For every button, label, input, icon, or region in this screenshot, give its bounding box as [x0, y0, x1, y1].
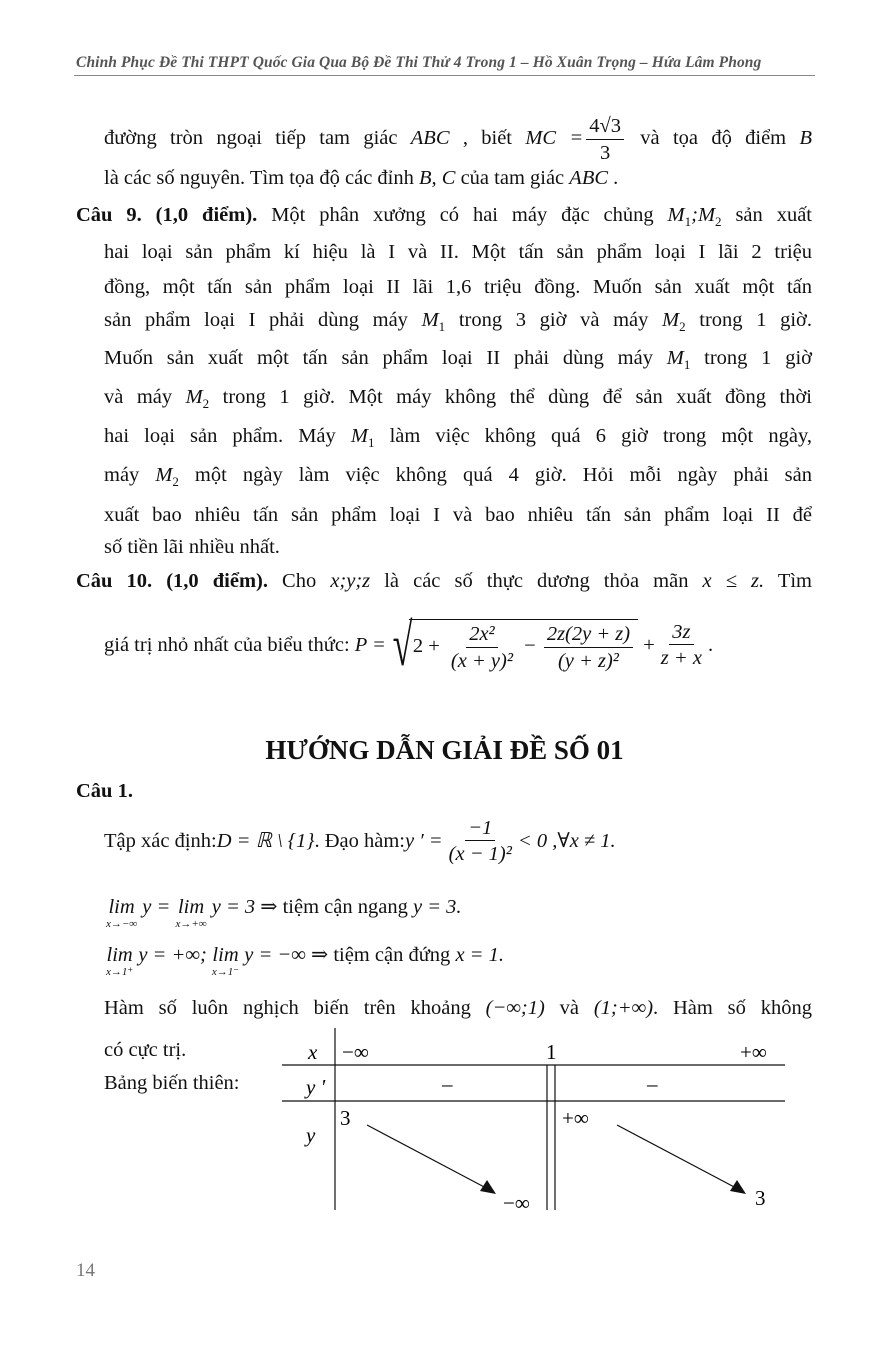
cau8-line-2: là các số nguyên. Tìm tọa độ các đỉnh B, C của tam giác ABC . — [104, 167, 619, 189]
variation-table-label: Bảng biến thiên: — [104, 1072, 240, 1094]
cau10-line-1: Câu 10. (1,0 điểm). Cho x;y;z là các số thực dương thỏa mãn x ≤ z. Tìm — [76, 570, 812, 592]
solution-title: HƯỚNG DẪN GIẢI ĐỀ SỐ 01 — [265, 735, 624, 765]
fraction-mc: $\frac{4√3}{3}$ — [586, 116, 624, 163]
y-prime-sign: – — [647, 1072, 658, 1096]
sqrt-expression: 2 + $\frac{\text{2x²}}{\text{(x + y)²}}$ − $\frac{2z(2y + z)}{\text{(y + z)²}}$ — [409, 619, 638, 671]
cau9-line-8: máy $M_2$ một ngày làm việc không quá 4 giờ. Hỏi mỗi ngày phải sản — [104, 464, 812, 489]
x-value: 1 — [546, 1040, 557, 1064]
x-value: −∞ — [342, 1040, 369, 1064]
solution-line-no-extrema: có cực trị. — [104, 1039, 187, 1061]
solution-line-horizontal-asymptote: lim x→−∞ y = lim x→+∞ y = 3 ⇒ tiệm cận ngang y = 3. — [106, 896, 462, 930]
cau9-line-3: đồng, một tấn sản phẩm loại II lãi 1,6 triệu đồng. Muốn sản xuất một tấn — [104, 276, 812, 298]
y-value: −∞ — [503, 1191, 530, 1215]
cau9-line-7: hai loại sản phẩm. Máy $M_1$ làm việc không quá 6 giờ trong một ngày, — [104, 425, 812, 450]
y-prime-sign: – — [442, 1072, 453, 1096]
solution-line-vertical-asymptote: lim x→1⁺ y = +∞; lim x→1⁻ y = −∞ ⇒ tiệm cận đứng x = 1. — [106, 944, 504, 978]
cau9-line-9: xuất bao nhiêu tấn sản phẩm loại I và bao nhiêu tấn sản phẩm loại II để — [104, 504, 812, 526]
cau9-line-2: hai loại sản phẩm kí hiệu là I và II. Một tấn sản phẩm loại I lãi 2 triệu — [104, 241, 812, 263]
cau9-line-5: Muốn sản xuất một tấn sản phẩm loại II phải dùng máy $M_1$ trong 1 giờ — [104, 347, 812, 372]
cau9-line-6: và máy $M_2$ trong 1 giờ. Một máy không thể dùng để sản xuất đồng thời — [104, 386, 812, 411]
x-value: +∞ — [740, 1040, 767, 1064]
row-label-y-prime: y ' — [306, 1075, 326, 1099]
solution-line-domain: Tập xác định: D = ℝ \ {1} . Đạo hàm: y ′ = $\frac{-1}{\text{(x − 1)²}}$ < 0 ,∀x ≠ 1. — [104, 816, 616, 865]
decreasing-arrow — [617, 1125, 738, 1189]
decreasing-arrow — [367, 1125, 488, 1189]
row-label-y: y — [306, 1123, 316, 1147]
arrowhead — [730, 1180, 746, 1194]
cau9-line-4: sản phẩm loại I phải dùng máy $M_1$ trong 3 giờ và máy $M_2$ trong 1 giờ. — [104, 309, 813, 334]
cau9-line-10: số tiền lãi nhiều nhất. — [104, 536, 280, 558]
cau9-line-1: Câu 9. (1,0 điểm). Một phân xưởng có hai máy đặc chủng $M_1;M_2$ sản xuất — [76, 204, 812, 229]
row-label-x: x — [308, 1040, 318, 1064]
cau1-label: Câu 1. — [76, 780, 133, 802]
y-value: +∞ — [562, 1106, 589, 1130]
running-header: Chinh Phục Đề Thi THPT Quốc Gia Qua Bộ Đề Thi Thử 4 Trong 1 – Hồ Xuân Trọng – Hứa Lâm Phong — [76, 54, 762, 71]
y-value: 3 — [340, 1106, 351, 1130]
y-value: 3 — [755, 1186, 766, 1210]
solution-line-monotonic: Hàm số luôn nghịch biến trên khoảng (−∞;1) và (1;+∞). Hàm số không — [104, 997, 812, 1019]
page-number: 14 — [76, 1260, 95, 1281]
sqrt-symbol: √ — [392, 612, 413, 678]
cau10-line-2: giá trị nhỏ nhất của biểu thức: P = √ 2 + $\frac{\text{2x²}}{\text{(x + y)²}}$ − $\frac{2z(2y + z)}{\text{(y + z)²}}$ + $\frac{3z}{z + x}$ . — [104, 612, 714, 678]
variation-table — [270, 1025, 800, 1215]
header-divider — [74, 75, 815, 76]
cau8-line-1: đường tròn ngoại tiếp tam giác ABC , biết MC = $\frac{4√3}{3}$ và tọa độ điểm B — [104, 115, 812, 164]
arrowhead — [480, 1180, 496, 1194]
